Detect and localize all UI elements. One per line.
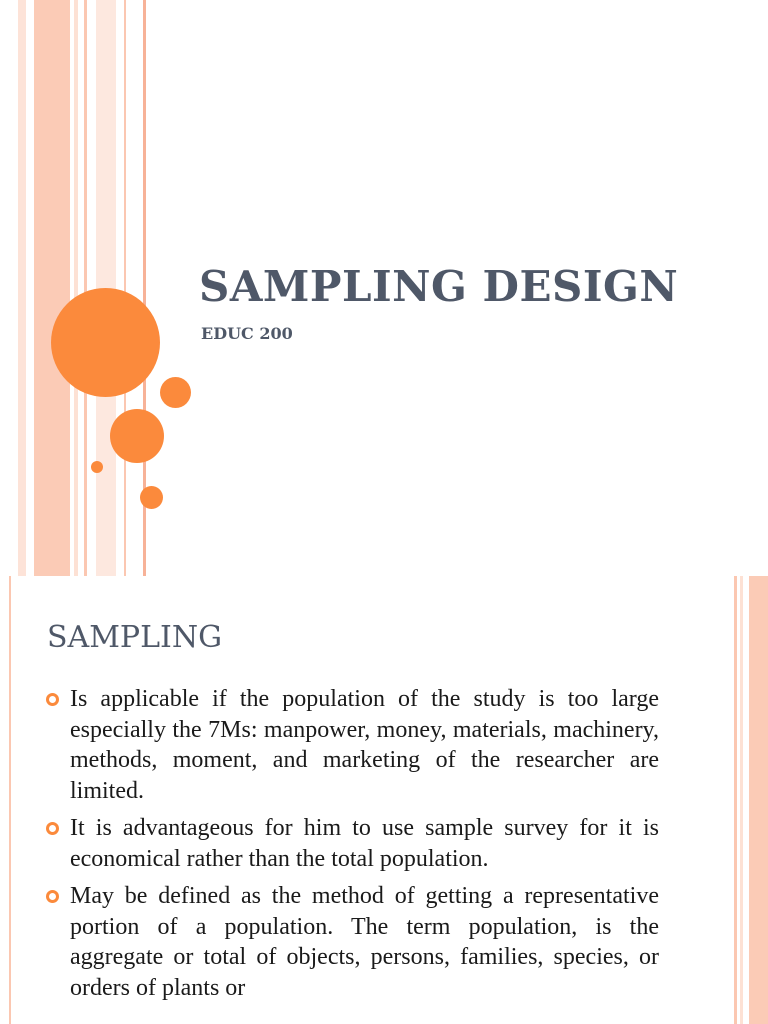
decorative-stripe: [124, 0, 126, 576]
decorative-stripe: [749, 576, 768, 1024]
bullet-text: It is advantageous for him to use sample survey for it is economical rather than the total population.: [70, 815, 659, 872]
decorative-circle: [160, 377, 191, 408]
decorative-stripe: [9, 576, 11, 1024]
bullet-list: [46, 684, 659, 1010]
decorative-stripe: [84, 0, 87, 576]
decorative-stripe: [734, 576, 737, 1024]
bullet-item: [46, 881, 659, 1003]
slide-subtitle: EDUC 200: [201, 324, 293, 343]
slide-heading: SAMPLING: [47, 620, 223, 655]
ring-bullet-icon: [46, 890, 59, 903]
content-slide: [0, 576, 768, 1024]
bullet-item: [46, 684, 659, 806]
bullet-text: May be defined as the method of getting a representative portion of a population. The term population, is the aggregate or total of objects, persons, families, species, or orders of plants or: [70, 883, 659, 1001]
decorative-stripe: [18, 0, 26, 576]
decorative-circle: [110, 409, 164, 463]
bullet-item: [46, 813, 659, 874]
ring-bullet-icon: [46, 693, 59, 706]
decorative-circle: [140, 486, 163, 509]
slide-title: SAMPLING DESIGN: [199, 262, 679, 311]
decorative-circle: [91, 461, 103, 473]
ring-bullet-icon: [46, 822, 59, 835]
decorative-circle: [51, 288, 160, 397]
decorative-stripe: [74, 0, 78, 576]
decorative-stripe: [34, 0, 70, 576]
decorative-stripe: [740, 576, 743, 1024]
bullet-text: Is applicable if the population of the study is too large especially the 7Ms: manpower, money, materials, machinery, methods, moment, and marketing of the researcher are limited.: [70, 686, 659, 804]
